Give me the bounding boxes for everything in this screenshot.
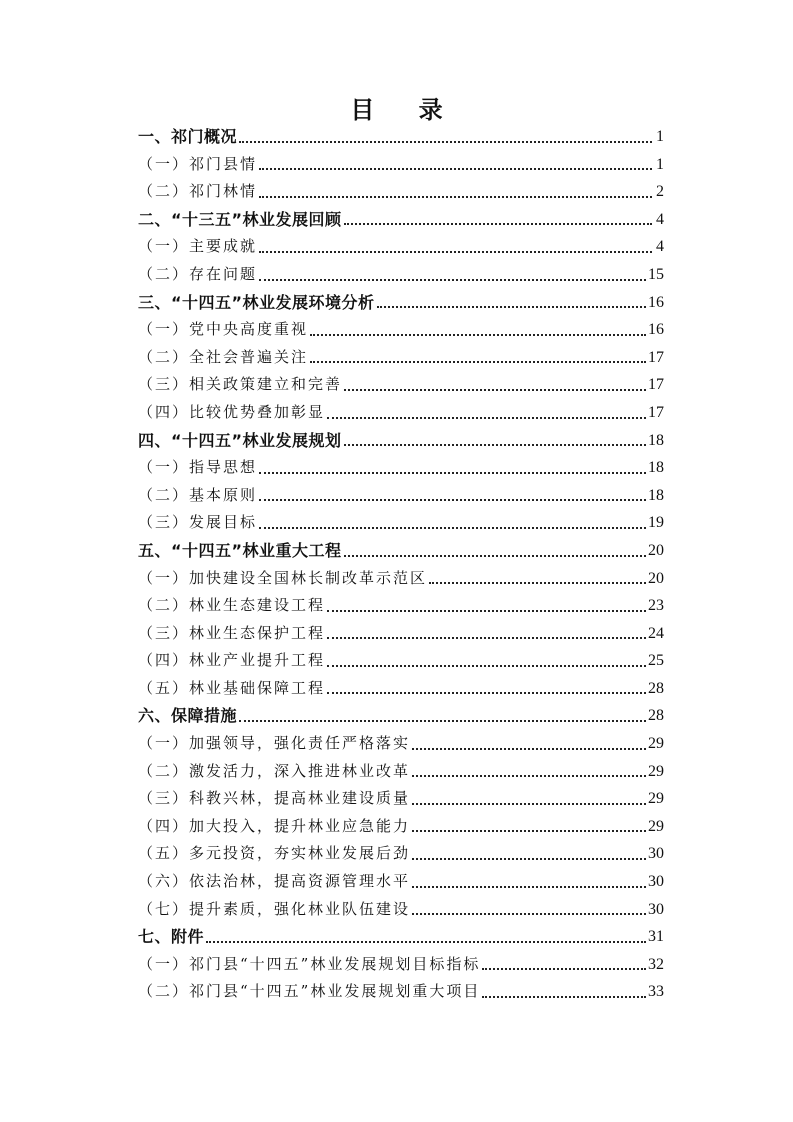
dot-leader bbox=[327, 691, 646, 694]
toc-page-number: 30 bbox=[648, 873, 664, 891]
toc-page-number: 2 bbox=[656, 183, 664, 201]
dot-leader bbox=[344, 443, 646, 446]
toc-section-entry[interactable] bbox=[138, 923, 664, 951]
toc-section-entry[interactable] bbox=[138, 537, 664, 565]
toc-entry-label: （一）加快建设全国林长制改革示范区 bbox=[138, 568, 428, 587]
toc-section-entry[interactable] bbox=[138, 123, 664, 151]
toc-subsection-entry[interactable] bbox=[138, 344, 664, 372]
toc-entry-label: （三）发展目标 bbox=[138, 513, 258, 532]
dot-leader bbox=[259, 195, 652, 198]
toc-subsection-entry[interactable] bbox=[138, 178, 664, 206]
toc-page-number: 29 bbox=[648, 762, 664, 780]
toc-page-number: 15 bbox=[648, 265, 664, 283]
toc-entry-label: （四）林业产业提升工程 bbox=[138, 651, 326, 670]
dot-leader bbox=[412, 857, 646, 860]
toc-page-number: 17 bbox=[648, 376, 664, 394]
toc-subsection-entry[interactable] bbox=[138, 482, 664, 510]
toc-entry-label: 二、“十三五”林业发展回顾 bbox=[138, 209, 342, 229]
dot-leader bbox=[259, 167, 652, 170]
dot-leader bbox=[412, 912, 646, 915]
toc-entry-label: 五、“十四五”林业重大工程 bbox=[138, 540, 342, 560]
toc-section-entry[interactable] bbox=[138, 427, 664, 455]
toc-entry-label: （一）主要成就 bbox=[138, 237, 258, 256]
toc-entry-label: （三）林业生态保护工程 bbox=[138, 623, 326, 642]
dot-leader bbox=[344, 388, 646, 391]
toc-section-entry[interactable] bbox=[138, 289, 664, 317]
toc-title: 目 录 bbox=[350, 96, 461, 124]
toc-entry-label: （二）存在问题 bbox=[138, 264, 258, 283]
toc-page-number: 18 bbox=[648, 459, 664, 477]
dot-leader bbox=[259, 278, 646, 281]
dot-leader bbox=[377, 305, 646, 308]
toc-subsection-entry[interactable] bbox=[138, 785, 664, 813]
table-of-contents bbox=[138, 123, 664, 1006]
toc-entry-label: （一）祁门县情 bbox=[138, 154, 258, 173]
toc-page-number: 30 bbox=[648, 845, 664, 863]
toc-subsection-entry[interactable] bbox=[138, 840, 664, 868]
toc-page-number: 25 bbox=[648, 652, 664, 670]
dot-leader bbox=[259, 526, 646, 529]
toc-page-number: 32 bbox=[648, 955, 664, 973]
dot-leader bbox=[412, 747, 646, 750]
toc-page-number: 31 bbox=[648, 928, 664, 946]
toc-page-number: 17 bbox=[648, 403, 664, 421]
toc-subsection-entry[interactable] bbox=[138, 509, 664, 537]
toc-entry-label: 一、祁门概况 bbox=[138, 127, 238, 146]
toc-subsection-entry[interactable] bbox=[138, 592, 664, 620]
dot-leader bbox=[412, 885, 646, 888]
toc-entry-label: （一）加强领导，强化责任严格落实 bbox=[138, 734, 411, 753]
toc-entry-label: （四）比较优势叠加彰显 bbox=[138, 402, 326, 421]
toc-subsection-entry[interactable] bbox=[138, 813, 664, 841]
dot-leader bbox=[327, 664, 646, 667]
toc-page-number: 29 bbox=[648, 790, 664, 808]
toc-subsection-entry[interactable] bbox=[138, 978, 664, 1006]
toc-subsection-entry[interactable] bbox=[138, 896, 664, 924]
toc-subsection-entry[interactable] bbox=[138, 730, 664, 758]
toc-page-number: 24 bbox=[648, 624, 664, 642]
toc-subsection-entry[interactable] bbox=[138, 620, 664, 648]
toc-subsection-entry[interactable] bbox=[138, 151, 664, 179]
dot-leader bbox=[344, 554, 646, 557]
toc-subsection-entry[interactable] bbox=[138, 399, 664, 427]
dot-leader bbox=[259, 250, 652, 253]
toc-section-entry[interactable] bbox=[138, 206, 664, 234]
toc-page-number: 1 bbox=[656, 128, 664, 145]
dot-leader bbox=[327, 416, 646, 419]
toc-entry-label: （一）指导思想 bbox=[138, 458, 258, 477]
toc-subsection-entry[interactable] bbox=[138, 454, 664, 482]
dot-leader bbox=[412, 774, 646, 777]
dot-leader bbox=[482, 967, 646, 970]
toc-section-entry[interactable] bbox=[138, 702, 664, 730]
toc-page-number: 18 bbox=[648, 431, 664, 449]
dot-leader bbox=[327, 636, 646, 639]
toc-entry-label: （二）祁门林情 bbox=[138, 182, 258, 201]
dot-leader bbox=[259, 498, 646, 501]
toc-subsection-entry[interactable] bbox=[138, 758, 664, 786]
toc-subsection-entry[interactable] bbox=[138, 868, 664, 896]
dot-leader bbox=[206, 940, 646, 943]
toc-page-number: 28 bbox=[648, 679, 664, 697]
toc-entry-label: （二）基本原则 bbox=[138, 485, 258, 504]
toc-page-number: 29 bbox=[648, 735, 664, 753]
dot-leader bbox=[344, 222, 652, 225]
toc-page-number: 16 bbox=[648, 293, 664, 311]
toc-entry-label: 七、附件 bbox=[138, 927, 205, 947]
toc-entry-label: （六）依法治林，提高资源管理水平 bbox=[138, 872, 411, 891]
toc-entry-label: （三）相关政策建立和完善 bbox=[138, 375, 343, 394]
toc-page-number: 4 bbox=[656, 238, 664, 256]
toc-page-number: 1 bbox=[656, 155, 664, 173]
dot-leader bbox=[412, 802, 646, 805]
dot-leader bbox=[429, 581, 646, 584]
toc-page-number: 17 bbox=[648, 348, 664, 366]
toc-subsection-entry[interactable] bbox=[138, 647, 664, 675]
toc-page-number: 4 bbox=[656, 210, 664, 228]
dot-leader bbox=[310, 333, 646, 336]
dot-leader bbox=[239, 719, 646, 722]
toc-entry-label: （五）多元投资，夯实林业发展后劲 bbox=[138, 844, 411, 863]
toc-entry-label: 四、“十四五”林业发展规划 bbox=[138, 430, 342, 450]
toc-page-number: 20 bbox=[648, 569, 664, 587]
toc-page-number: 18 bbox=[648, 486, 664, 504]
dot-leader bbox=[239, 140, 652, 143]
toc-page-number: 19 bbox=[648, 514, 664, 532]
toc-entry-label: （二）林业生态建设工程 bbox=[138, 596, 326, 615]
dot-leader bbox=[327, 609, 646, 612]
toc-entry-label: 六、保障措施 bbox=[138, 706, 238, 726]
toc-subsection-entry[interactable] bbox=[138, 316, 664, 344]
toc-entry-label: （一）祁门县“十四五”林业发展规划目标指标 bbox=[138, 954, 481, 973]
toc-subsection-entry[interactable] bbox=[138, 371, 664, 399]
toc-entry-label: （三）科教兴林，提高林业建设质量 bbox=[138, 789, 411, 808]
toc-entry-label: （五）林业基础保障工程 bbox=[138, 678, 326, 697]
toc-page-number: 33 bbox=[648, 983, 664, 1001]
toc-entry-label: （一）党中央高度重视 bbox=[138, 320, 309, 339]
toc-entry-label: （七）提升素质，强化林业队伍建设 bbox=[138, 899, 411, 918]
toc-page-number: 30 bbox=[648, 900, 664, 918]
toc-page-number: 20 bbox=[648, 541, 664, 559]
toc-subsection-entry[interactable] bbox=[138, 565, 664, 593]
toc-entry-label: （二）激发活力，深入推进林业改革 bbox=[138, 761, 411, 780]
dot-leader bbox=[412, 829, 646, 832]
toc-entry-label: 三、“十四五”林业发展环境分析 bbox=[138, 292, 375, 312]
toc-subsection-entry[interactable] bbox=[138, 233, 664, 261]
toc-page-number: 29 bbox=[648, 817, 664, 835]
toc-entry-label: （二）全社会普遍关注 bbox=[138, 347, 309, 366]
toc-subsection-entry[interactable] bbox=[138, 675, 664, 703]
toc-entry-label: （二）祁门县“十四五”林业发展规划重大项目 bbox=[138, 982, 481, 1001]
dot-leader bbox=[259, 471, 646, 474]
dot-leader bbox=[482, 995, 646, 998]
toc-subsection-entry[interactable] bbox=[138, 261, 664, 289]
toc-page-number: 23 bbox=[648, 597, 664, 615]
toc-page-number: 28 bbox=[648, 707, 664, 725]
toc-subsection-entry[interactable] bbox=[138, 951, 664, 979]
toc-page-number: 16 bbox=[648, 321, 664, 339]
toc-entry-label: （四）加大投入，提升林业应急能力 bbox=[138, 816, 411, 835]
dot-leader bbox=[310, 360, 646, 363]
